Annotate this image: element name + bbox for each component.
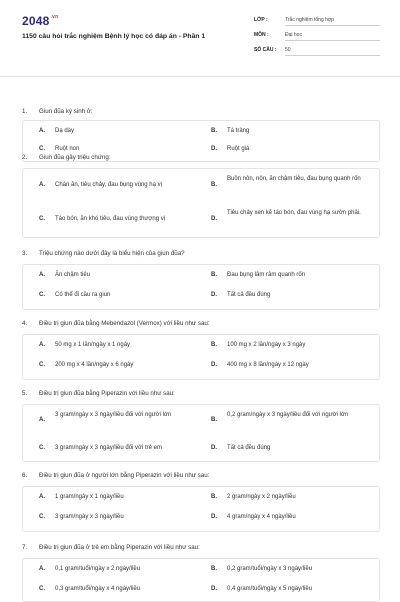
question-3 [22,248,382,298]
option-key: C. [39,362,45,368]
document-title: 1150 câu hỏi trắc nghiệm Bệnh lý học có đáp án - Phần 1 [22,33,206,40]
option-key: A. [39,272,45,278]
logo-text: 2048 [22,14,50,28]
options-box [22,558,380,602]
option-key: C. [39,146,45,152]
option-key: B. [211,566,217,572]
question-text: Điều trị giun đũa ở người lớn bằng Piperazin với liều như sau: [39,472,210,479]
option-text: 200 mg x 4 lần/ngày x 6 ngày [55,362,134,368]
option-key: A. [39,566,45,572]
question-text: Điều trị giun đũa bằng Mebendazol (Vermox) với liều như sau: [39,320,210,327]
option-key: C. [39,514,45,520]
question-number: 3. [22,250,28,257]
option-text: 0,2 gram/tuổi/ngày x 3 ngày/liều [227,566,313,572]
question-title [22,318,382,330]
option-text: 100 mg x 2 lần/ngày x 3 ngày [227,342,306,348]
options-box [22,404,380,462]
question-number: 1. [22,108,28,115]
option-text: Tất cả đều đúng [227,292,271,298]
meta-class [254,14,380,27]
options-box [22,334,380,380]
question-4 [22,318,382,368]
option-key: A. [39,182,45,188]
header-divider [0,76,400,77]
option-text: 3 gram/ngày x 3 ngày/liều [55,514,124,520]
question-number: 5. [22,390,28,397]
meta-subject-label: MÔN : [254,32,269,38]
option-text: 0,4 gram/tuổi/ngày x 5 ngày/liều [227,586,313,592]
option-text: 0,2 gram/ngày x 3 ngày/liều đối với người lớn [227,412,349,418]
option-text: Ăn chậm tiêu [55,272,91,278]
option-text: 0,3 gram/tuổi/ngày x 4 ngày/liều [55,586,141,592]
option-text: Có thể đi cầu ra giun [55,292,111,298]
options-box [22,168,380,238]
question-text: Điều trị giun đũa bằng Piperazin với liều như sau: [39,390,175,397]
option-text: 50 mg x 1 lần/ngày x 1 ngày [55,342,131,348]
option-text: Tất cả đều đúng [227,445,271,451]
option-text: 3 gram/ngày x 3 ngày/liều đối với người lớn [55,412,172,418]
site-logo[interactable] [22,14,58,28]
meta-class-label: LỚP : [254,17,268,23]
option-key: C. [39,445,45,451]
options-box [22,486,380,532]
option-text: Ruột già [227,146,250,152]
option-text: 4 gram/ngày x 4 ngày/liều [227,514,296,520]
option-text: Táo bón, ăn khó tiêu, đau vùng thượng vị [55,216,166,222]
question-number: 4. [22,320,28,327]
logo-suffix: .vn [50,14,59,20]
question-text: Giun đũa gây triệu chứng: [39,154,111,161]
question-title [22,470,382,482]
option-key: B. [211,342,217,348]
option-text: Ruột non [55,146,80,152]
question-title [22,388,382,400]
option-text: Dạ dày [55,128,75,134]
question-7 [22,542,382,592]
question-text: Điều trị giun đũa ở trẻ em bằng Piperazin với liều như sau: [39,544,200,551]
option-text: 3 gram/ngày x 3 ngày/liều đối với trẻ em [55,445,162,451]
option-key: D. [211,292,217,298]
option-key: A. [39,417,45,423]
question-number: 6. [22,472,28,479]
option-key: D. [211,362,217,368]
option-text: Chán ăn, tiêu chảy, đau bụng vùng hạ vị [55,182,162,188]
option-text: 1 gram/ngày x 1 ngày/liều [55,494,124,500]
option-text: Buồn nôn, nôn, ăn chậm tiêu, đau bụng quanh rốn [227,176,361,182]
option-text: 400 mg x 8 lần/ngày x 12 ngày [227,362,309,368]
option-key: C. [39,292,45,298]
meta-class-value: Trắc nghiệm tổng hợp [285,17,380,26]
question-text: Triệu chứng nào dưới đây là biểu hiện của giun đũa? [39,250,185,257]
option-key: D. [211,586,217,592]
option-text: Tiêu chảy xen kẽ táo bón, đau vùng hạ sườn phải. [227,210,361,216]
option-key: B. [211,128,217,134]
question-1 [22,106,382,152]
option-text: Đau bụng lâm râm quanh rốn [227,272,306,278]
header [0,0,400,68]
option-key: B. [211,182,217,188]
option-key: D. [211,216,217,222]
option-key: D. [211,445,217,451]
meta-count-label: SỐ CÂU : [254,47,277,53]
question-number: 7. [22,544,28,551]
option-key: C. [39,216,45,222]
question-6 [22,470,382,520]
question-5 [22,388,382,451]
option-text: Tá tràng [227,128,250,134]
option-key: D. [211,514,217,520]
option-key: A. [39,494,45,500]
option-text: 2 gram/ngày x 2 ngày/liều [227,494,296,500]
question-2 [22,152,382,222]
question-title [22,152,382,164]
question-title [22,248,382,260]
question-title [22,106,382,118]
option-key: B. [211,494,217,500]
meta-count [254,44,380,57]
meta-subject [254,29,380,42]
option-key: C. [39,586,45,592]
meta-subject-value: Đại học [285,32,380,41]
option-key: D. [211,146,217,152]
question-text: Giun đũa ký sinh ở: [39,108,93,115]
question-title [22,542,382,554]
option-key: B. [211,272,217,278]
option-key: A. [39,128,45,134]
option-text: 0,1 gram/tuổi/ngày x 2 ngày/liều [55,566,141,572]
question-number: 2. [22,154,28,161]
option-key: A. [39,342,45,348]
meta-count-value: 50 [285,47,380,56]
options-box [22,264,380,310]
option-key: B. [211,417,217,423]
